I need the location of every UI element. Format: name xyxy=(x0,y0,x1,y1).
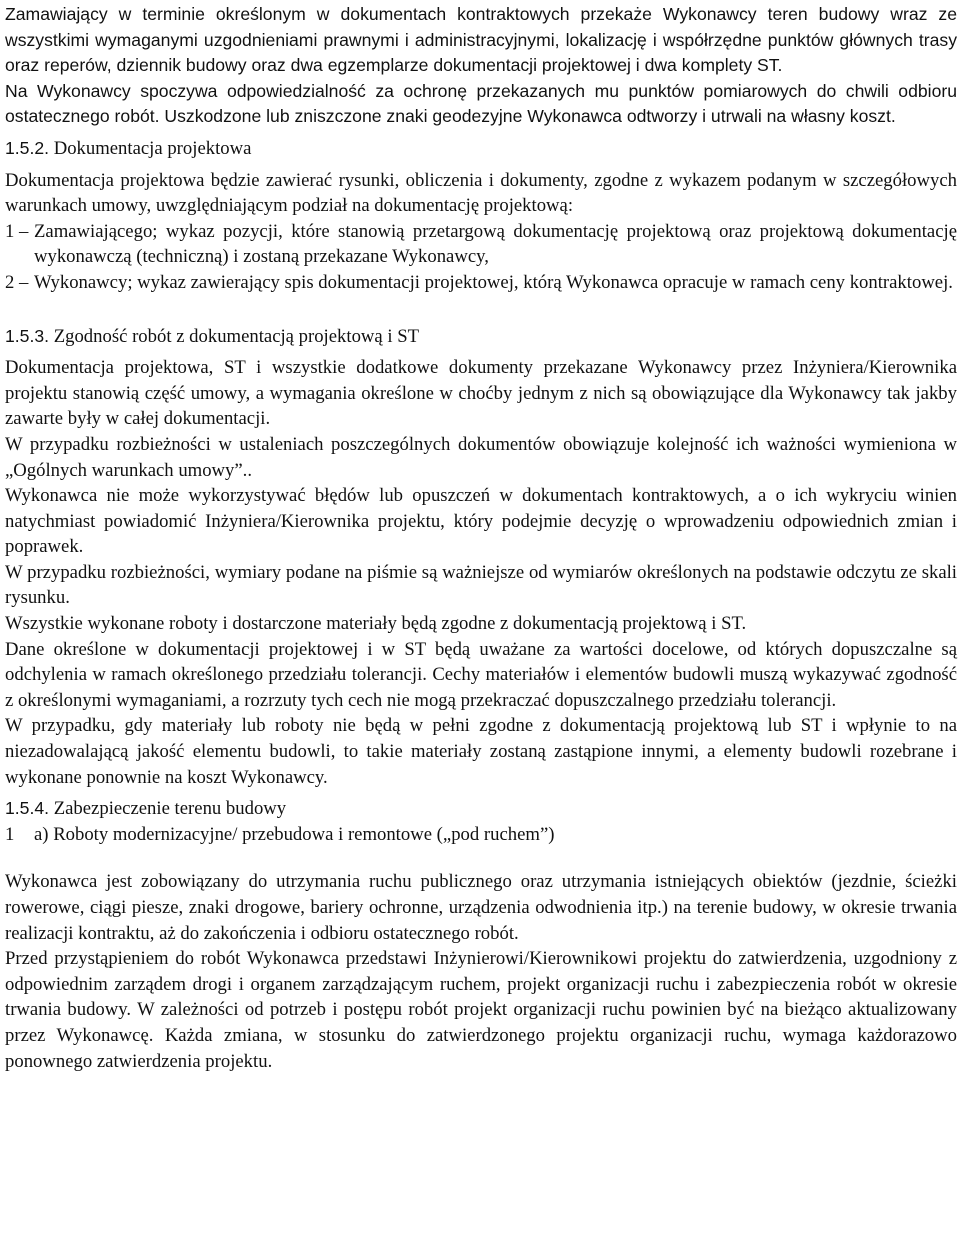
paragraph: Wykonawca nie może wykorzystywać błędów lub opuszczeń w dokumentach kontraktowych, a o ich wykryciu winien natychmiast powiadomić Inżyniera/Kierownika projektu, który podejmie decyzję o wprowadzeniu odpowiednich zmian i poprawek. xyxy=(5,485,957,558)
design-docs-list xyxy=(5,219,957,296)
section-title: Dokumentacja projektowa xyxy=(53,137,252,159)
list-item xyxy=(5,219,957,270)
paragraph: Wszystkie wykonane roboty i dostarczone materiały będą zgodne z dokumentacją projektową i ST. xyxy=(5,613,747,635)
list-marker: 1 xyxy=(5,823,15,845)
heading-1-5-4 xyxy=(5,796,957,822)
paragraph: W przypadku rozbieżności, wymiary podane na piśmie są ważniejsze od wymiarów określonych na podstawie odczytu ze skali rysunku. xyxy=(5,561,957,609)
list-item xyxy=(5,822,957,848)
section-number: 1.5.2. xyxy=(5,137,50,158)
section-title: Zabezpieczenie terenu budowy xyxy=(53,798,287,820)
list-item-text: Wykonawcy; wykaz zawierający spis dokumentacji projektowej, którą Wykonawca opracuje w ramach ceny kontraktowej. xyxy=(34,271,953,293)
list-marker: 1 – xyxy=(5,220,29,242)
list-marker: 2 – xyxy=(5,271,29,293)
paragraph: Przed przystąpieniem do robót Wykonawca przedstawi Inżynierowi/Kierownikowi projektu do zatwierdzenia, uzgodniony z odpowiednim zarządem drogi i organem zarządzającym ruchem, projekt organizacji ruchu i zabezpieczenia robót w okresie trwania budowy. W zależności od potrzeb i postępu robót projekt organizacji ruchu powinien być na bieżąco aktualizowany przez Wykonawcę. Każda zmiana, w stosunku do zatwierdzonego projektu organizacji ruchu, wymaga każdorazowo ponownego zatwierdzenia projektu. xyxy=(5,948,957,1072)
site-protection-list xyxy=(5,822,957,848)
paragraph: W przypadku, gdy materiały lub roboty nie będą w pełni zgodne z dokumentacją projektową lub ST i wpłynie to na niezadowalającą jakość elementu budowli, to takie materiały zostaną zastąpione innymi, a elementy budowli rozebrane i wykonane ponownie na koszt Wykonawcy. xyxy=(5,715,957,788)
section-number: 1.5.4. xyxy=(5,798,50,819)
paragraph: W przypadku rozbieżności w ustaleniach poszczególnych dokumentów obowiązuje kolejność ich ważności wymieniona w „Ogólnych warunkach umowy”.. xyxy=(5,433,957,481)
section-number: 1.5.3. xyxy=(5,325,50,346)
heading-1-5-2 xyxy=(5,136,957,162)
paragraph-survey-points: Na Wykonawcy spoczywa odpowiedzialność za ochronę przekazanych mu punktów pomiarowych do chwili odbioru ostatecznego robót. Uszkodzone lub zniszczone znaki geodezyjne Wykonawca odtworzy i utrwali na własny koszt. xyxy=(5,80,957,127)
paragraph-design-docs-intro: Dokumentacja projektowa będzie zawierać rysunki, obliczenia i dokumenty, zgodne z wykazem podanym w szczegółowych warunkach umowy, uwzględniającym podział na dokumentację projektową: xyxy=(5,169,957,217)
section-title: Zgodność robót z dokumentacją projektową i ST xyxy=(53,325,420,347)
list-item xyxy=(5,270,957,296)
heading-1-5-3 xyxy=(5,324,957,350)
paragraph: Dane określone w dokumentacji projektowej i w ST będą uważane za wartości docelowe, od których dopuszczalne są odchylenia w ramach określonego przedziału tolerancji. Cechy materiałów i elementów budowli muszą wykazywać zgodność z określonymi wymaganiami, a rozrzuty tych cech nie mogą przekraczać dopuszczalnego przedziału tolerancji. xyxy=(5,638,957,711)
subheading-roads-under-traffic: a) Roboty modernizacyjne/ przebudowa i remontowe („pod ruchem”) xyxy=(34,823,555,845)
paragraph-site-handover: Zamawiający w terminie określonym w dokumentach kontraktowych przekaże Wykonawcy teren budowy wraz ze wszystkimi wymaganymi uzgodnieniami prawnymi i administracyjnymi, lokalizację i współrzędne punktów głównych trasy oraz reperów, dziennik budowy oraz dwa egzemplarze dokumentacji projektowej i dwa komplety ST. xyxy=(5,4,957,76)
paragraph: Wykonawca jest zobowiązany do utrzymania ruchu publicznego oraz utrzymania istniejących obiektów (jezdnie, ścieżki rowerowe, ciągi piesze, znaki drogowe, bariery ochronne, urządzenia odwodnienia itp.) na terenie budowy, w okresie trwania realizacji kontraktu, aż do zakończenia i odbioru ostatecznego robót. xyxy=(5,871,957,944)
list-item-text: Zamawiającego; wykaz pozycji, które stanowią przetargową dokumentację projektową oraz projektową dokumentację wykonawczą (techniczną) i zostaną przekazane Wykonawcy, xyxy=(34,220,957,268)
paragraph: Dokumentacja projektowa, ST i wszystkie dodatkowe dokumenty przekazane Wykonawcy przez Inżyniera/Kierownika projektu stanowią część umowy, a wymagania określone w choćby jednym z nich są obowiązujące dla Wykonawcy tak jakby zawarte były w całej dokumentacji. xyxy=(5,357,957,430)
